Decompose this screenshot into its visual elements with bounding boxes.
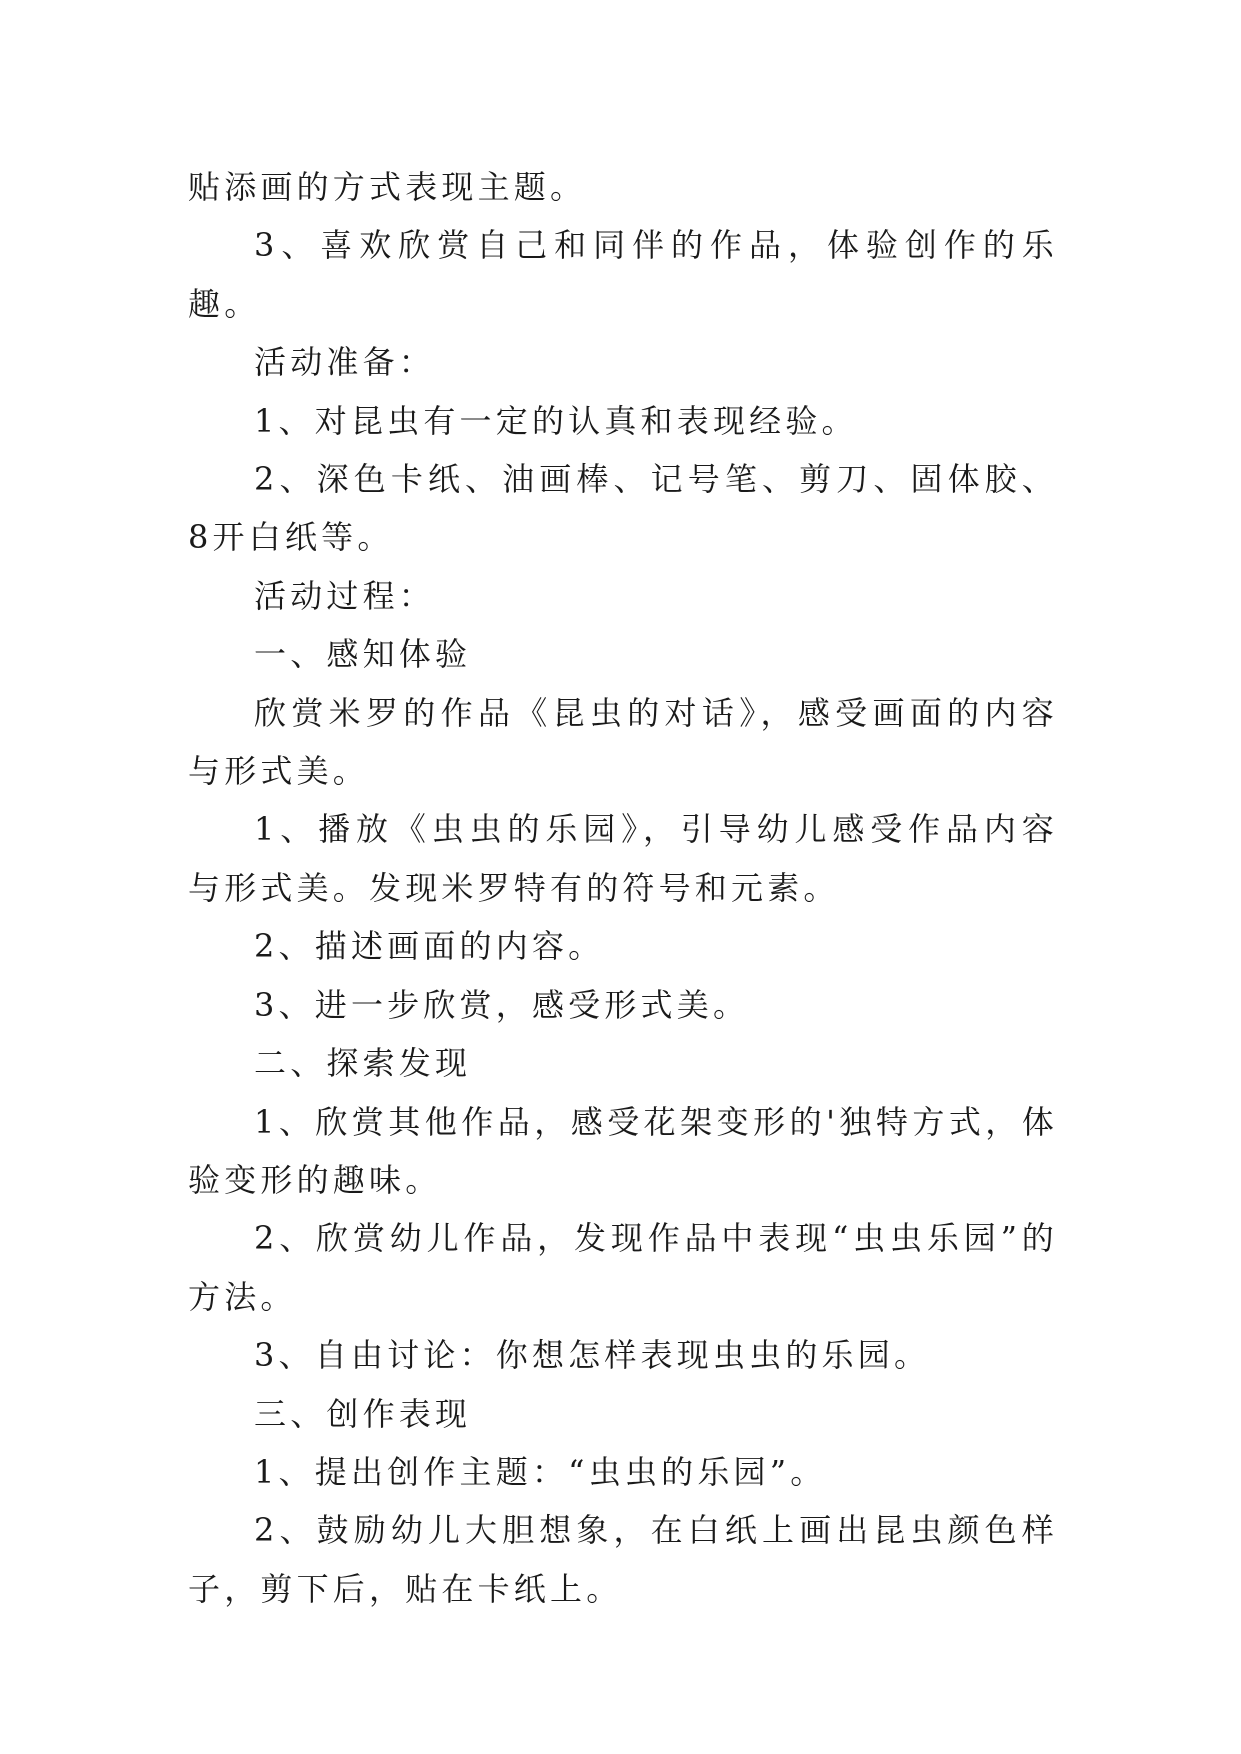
document-page: [188, 158, 1058, 1618]
paragraph-section-1-item-2: 2、描述画面的内容。: [254, 927, 605, 966]
paragraph-section-2-item-3: 3、自由讨论：你想怎样表现虫虫的乐园。: [254, 1336, 931, 1375]
paragraph-continuation: 贴添画的方式表现主题。: [188, 168, 587, 206]
paragraph-section-2-item-2: 2、欣赏幼儿作品，发现作品中表现“虫虫乐园”的方法。: [188, 1219, 1058, 1316]
paragraph-preparation-2: 2、深色卡纸、油画棒、记号笔、剪刀、固体胶、8开白纸等。: [188, 460, 1058, 557]
heading-section-3: 三、创作表现: [254, 1394, 472, 1433]
heading-section-2: 二、探索发现: [254, 1044, 472, 1083]
heading-activity-preparation: 活动准备：: [254, 343, 436, 382]
paragraph-goal-3: 3、喜欢欣赏自己和同伴的作品，体验创作的乐趣。: [188, 226, 1058, 323]
paragraph-section-1-item-1: 1、播放《虫虫的乐园》，引导幼儿感受作品内容与形式美。发现米罗特有的符号和元素。: [188, 810, 1058, 907]
paragraph-preparation-1: 1、对昆虫有一定的认真和表现经验。: [254, 401, 858, 440]
paragraph-section-1-item-3: 3、进一步欣赏，感受形式美。: [254, 985, 750, 1024]
paragraph-section-3-item-1: 1、提出创作主题：“虫虫的乐园”。: [254, 1452, 827, 1491]
heading-activity-process: 活动过程：: [254, 576, 436, 615]
paragraph-section-2-item-1: 1、欣赏其他作品，感受花架变形的'独特方式，体验变形的趣味。: [188, 1102, 1058, 1199]
paragraph-section-3-item-2: 2、鼓励幼儿大胆想象，在白纸上画出昆虫颜色样子，剪下后，贴在卡纸上。: [188, 1511, 1058, 1608]
heading-section-1: 一、感知体验: [254, 635, 472, 674]
paragraph-section-1-intro: 欣赏米罗的作品《昆虫的对话》，感受画面的内容与形式美。: [188, 693, 1058, 791]
